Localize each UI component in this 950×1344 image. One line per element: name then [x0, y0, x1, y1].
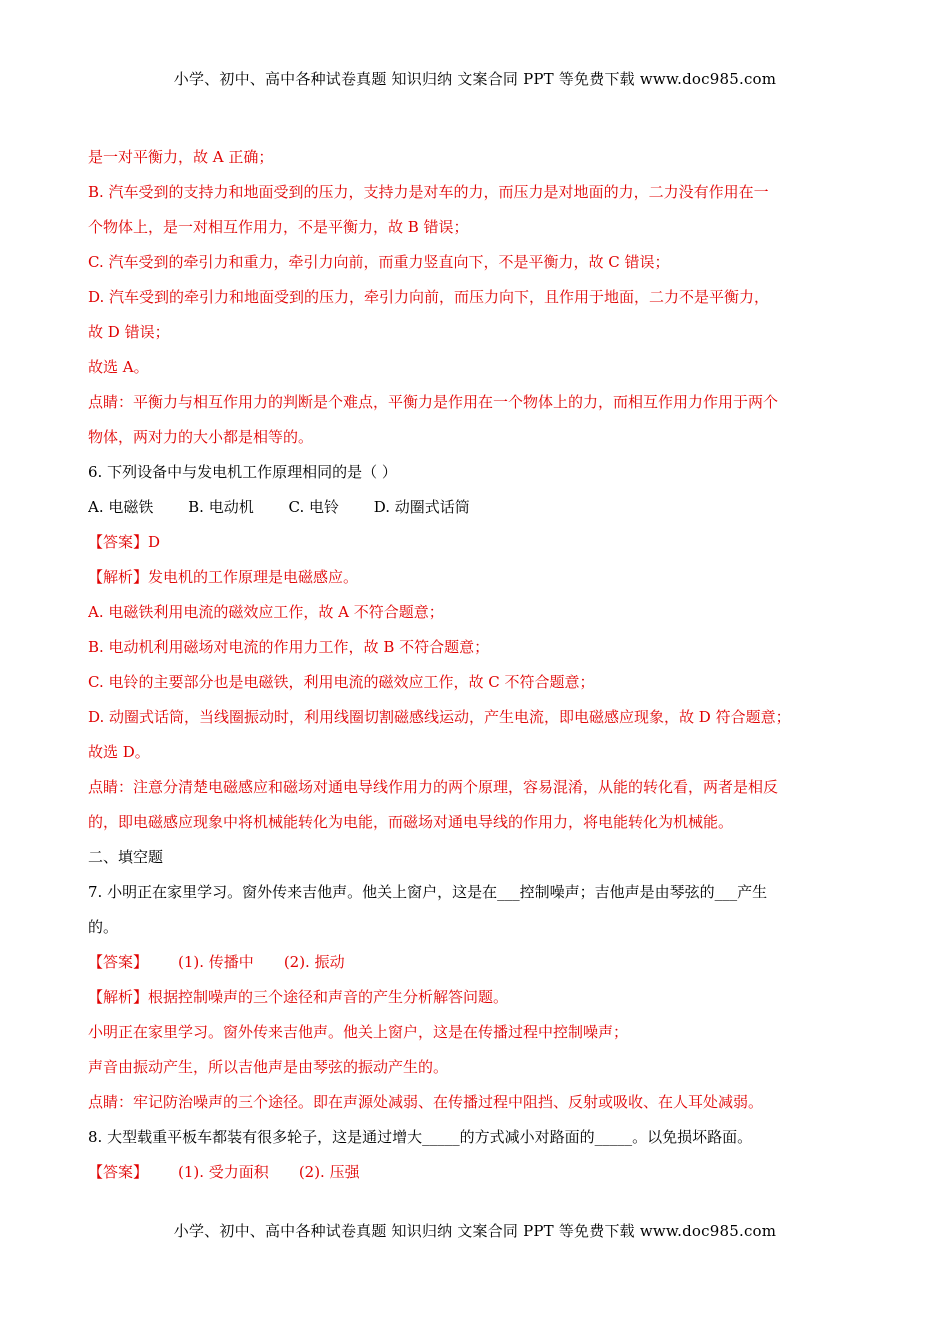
question-8: 8. 大型载重平板车都装有很多轮子，这是通过增大_____的方式减小对路面的_____。以免损坏路面。: [88, 1128, 753, 1146]
answer-value: (2). 振动: [283, 953, 345, 971]
analysis-line: 【解析】发电机的工作原理是电磁感应。: [88, 568, 359, 586]
note-line: 点睛：牢记防治噪声的三个途径。即在声源处减弱、在传播过程中阻挡、反射或吸收、在人耳处减弱。: [88, 1093, 764, 1111]
text-line: 故选 D。: [88, 743, 150, 761]
analysis-line: 【解析】根据控制噪声的三个途径和声音的产生分析解答问题。: [88, 988, 509, 1006]
answer-value: (1). 传播中: [178, 953, 254, 971]
answer-value: (2). 压强: [298, 1163, 360, 1181]
answer-line: [88, 947, 863, 982]
text-line: 个物体上，是一对相互作用力，不是平衡力，故 B 错误；: [88, 218, 469, 236]
note-line: 物体，两对力的大小都是相等的。: [88, 428, 314, 446]
text-line: 声音由振动产生，所以吉他声是由琴弦的振动产生的。: [88, 1058, 449, 1076]
text-line: 小明正在家里学习。窗外传来吉他声。他关上窗户，这是在传播过程中控制噪声；: [88, 1023, 629, 1041]
option-a: A. 电磁铁: [88, 498, 154, 516]
page-footer: 小学、初中、高中各种试卷真题 知识归纳 文案合同 PPT 等免费下载 www.doc985.com: [173, 1222, 777, 1240]
text-line: C. 电铃的主要部分也是电磁铁，利用电流的磁效应工作，故 C 不符合题意；: [88, 673, 595, 691]
question-6-options: [88, 492, 863, 527]
note-line: 的，即电磁感应现象中将机械能转化为电能，而磁场对通电导线的作用力，将电能转化为机械能。: [88, 813, 734, 831]
answer-line: 【答案】D: [88, 533, 161, 551]
note-line: 点睛：平衡力与相互作用力的判断是个难点，平衡力是作用在一个物体上的力，而相互作用力作用于两个: [88, 393, 779, 411]
answer-tag: 【答案】: [88, 1163, 149, 1181]
question-7: 7. 小明正在家里学习。窗外传来吉他声。他关上窗户，这是在___控制噪声；吉他声是由琴弦的___产生: [88, 883, 768, 901]
text-line: 故 D 错误；: [88, 323, 170, 341]
section-title: 二、填空题: [88, 848, 164, 866]
option-b: B. 电动机: [188, 498, 254, 516]
answer-line: [88, 1157, 863, 1192]
text-line: B. 电动机利用磁场对电流的作用力工作，故 B 不符合题意；: [88, 638, 490, 656]
option-c: C. 电铃: [288, 498, 339, 516]
text-line: 是一对平衡力，故 A 正确；: [88, 148, 274, 166]
answer-tag: 【答案】: [88, 953, 149, 971]
question-7-cont: 的。: [88, 918, 119, 936]
text-line: C. 汽车受到的牵引力和重力，牵引力向前，而重力竖直向下，不是平衡力，故 C 错误；: [88, 253, 670, 271]
text-line: 故选 A。: [88, 358, 149, 376]
option-d: D. 动圈式话筒: [373, 498, 470, 516]
document-body: [88, 142, 863, 1192]
page-header: 小学、初中、高中各种试卷真题 知识归纳 文案合同 PPT 等免费下载 www.doc985.com: [173, 70, 777, 88]
answer-value: (1). 受力面积: [178, 1163, 269, 1181]
text-line: A. 电磁铁利用电流的磁效应工作，故 A 不符合题意；: [88, 603, 444, 621]
text-line: B. 汽车受到的支持力和地面受到的压力，支持力是对车的力，而压力是对地面的力，二力没有作用在一: [88, 183, 769, 201]
note-line: 点睛：注意分清楚电磁感应和磁场对通电导线作用力的两个原理，容易混淆，从能的转化看，两者是相反: [88, 778, 779, 796]
text-line: D. 动圈式话筒，当线圈振动时，利用线圈切割磁感线运动，产生电流，即电磁感应现象，故 D 符合题意；: [88, 708, 791, 726]
text-line: D. 汽车受到的牵引力和地面受到的压力，牵引力向前，而压力向下，且作用于地面，二力不是平衡力，: [88, 288, 770, 306]
question-6: 6. 下列设备中与发电机工作原理相同的是（ ）: [88, 463, 397, 481]
